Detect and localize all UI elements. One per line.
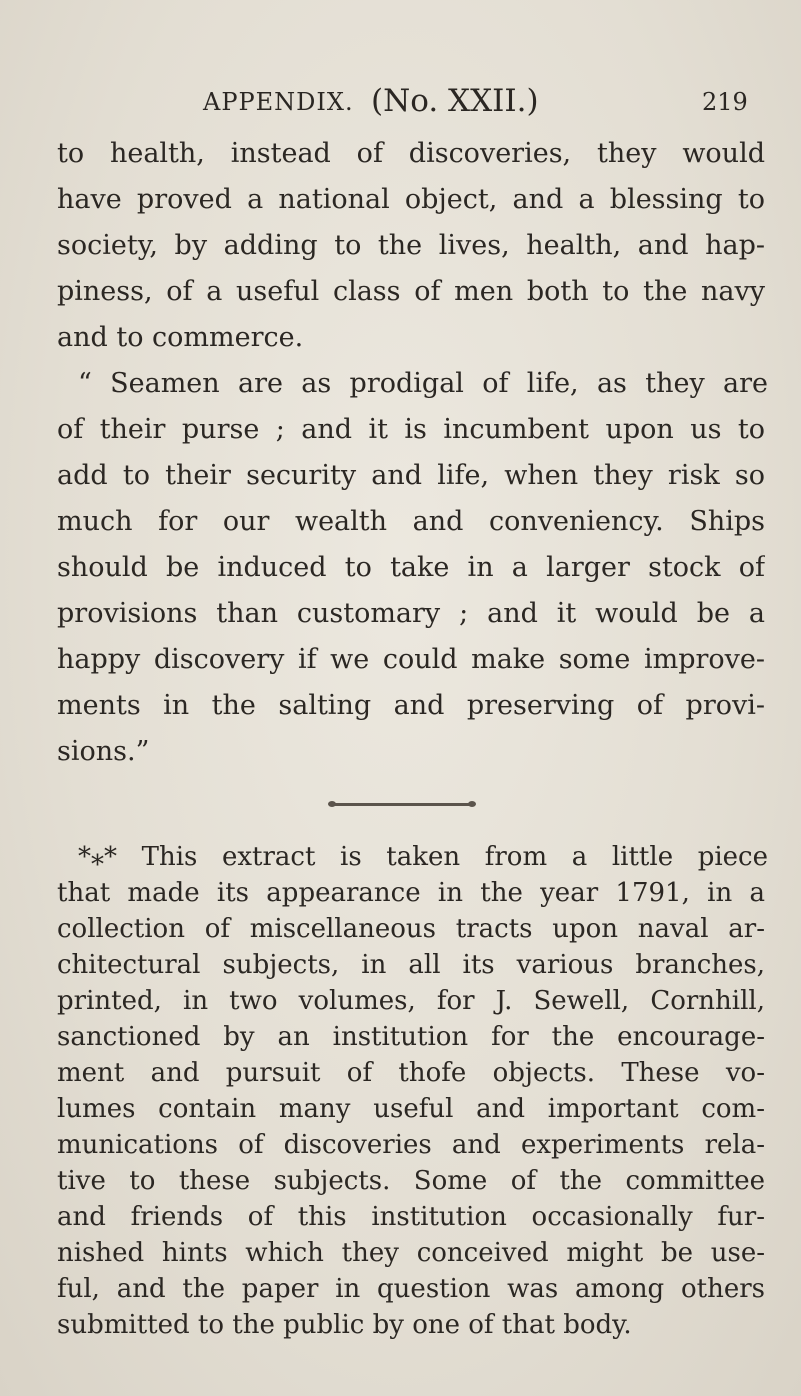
text-line: sions.” xyxy=(57,736,150,767)
page-number: 219 xyxy=(702,88,748,116)
text-line: add to their security and life, when they risk so xyxy=(57,460,765,491)
text-line: lumes contain many useful and important com- xyxy=(57,1094,765,1124)
text-line: have proved a national object, and a blessing to xyxy=(57,184,765,215)
text-line: ments in the salting and preserving of provi- xyxy=(57,690,765,721)
text-line: *⁎* This extract is taken from a little piece xyxy=(78,842,768,872)
text-line: ment and pursuit of thofe objects. These vo- xyxy=(57,1058,765,1088)
text-line: society, by adding to the lives, health, and hap- xyxy=(57,230,765,261)
text-line: piness, of a useful class of men both to the navy xyxy=(57,276,765,307)
header-section: APPENDIX. xyxy=(203,88,354,116)
text-line: and friends of this institution occasionally fur- xyxy=(57,1202,765,1232)
text-line: happy discovery if we could make some improve- xyxy=(57,644,765,675)
text-line: sanctioned by an institution for the encourage- xyxy=(57,1022,765,1052)
text-line: ful, and the paper in question was among others xyxy=(57,1274,765,1304)
header-number: (No. XXII.) xyxy=(371,83,539,119)
text-line: and to commerce. xyxy=(57,322,304,353)
text-line: should be induced to take in a larger stock of xyxy=(57,552,765,583)
text-line: much for our wealth and conveniency. Ships xyxy=(57,506,765,537)
text-line: munications of discoveries and experiments rela- xyxy=(57,1130,765,1160)
text-line: of their purse ; and it is incumbent upon us to xyxy=(57,414,765,445)
running-header xyxy=(0,83,801,128)
text-line: tive to these subjects. Some of the committee xyxy=(57,1166,765,1196)
text-line: “ Seamen are as prodigal of life, as they are xyxy=(78,368,768,399)
text-line: printed, in two volumes, for J. Sewell, Cornhill, xyxy=(57,986,765,1016)
text-line: collection of miscellaneous tracts upon naval ar- xyxy=(57,914,765,944)
text-line: provisions than customary ; and it would be a xyxy=(57,598,765,629)
section-divider xyxy=(332,799,472,809)
text-line: that made its appearance in the year 1791, in a xyxy=(57,878,765,908)
text-line: chitectural subjects, in all its various branches, xyxy=(57,950,765,980)
text-line: submitted to the public by one of that body. xyxy=(57,1310,632,1340)
text-line: nished hints which they conceived might be use- xyxy=(57,1238,765,1268)
text-line: to health, instead of discoveries, they would xyxy=(57,138,765,169)
